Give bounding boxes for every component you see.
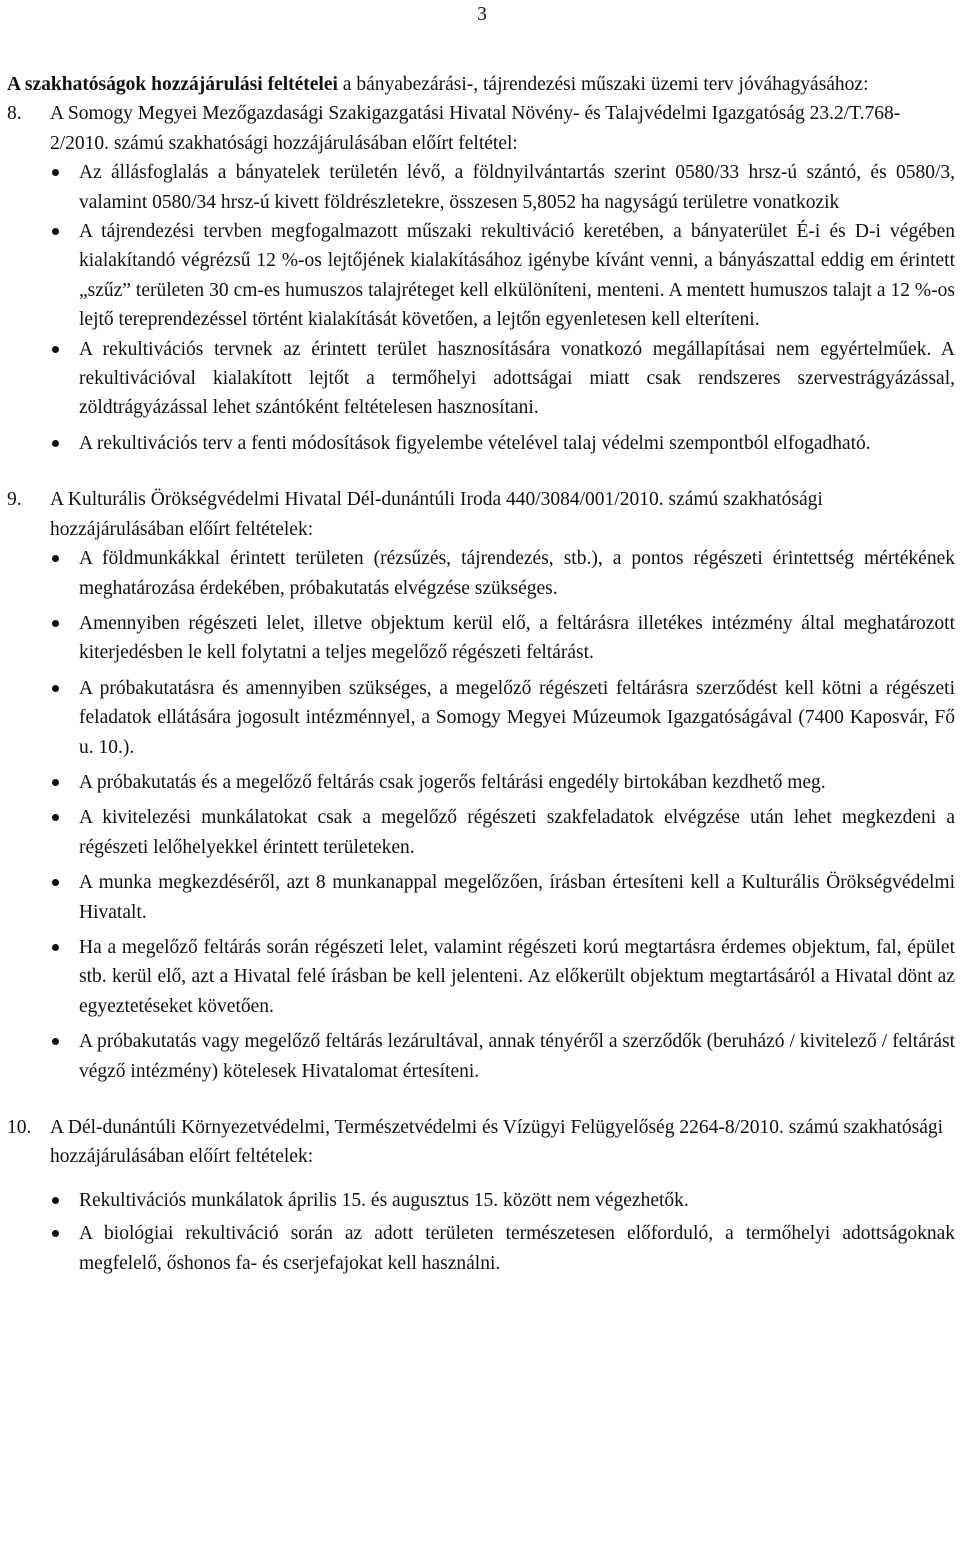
list-item: Rekultivációs munkálatok április 15. és augusztus 15. között nem végezhetők. [7, 1186, 955, 1215]
section-9-title: A Kulturális Örökségvédelmi Hivatal Dél-dunántúli Iroda 440/3084/001/2010. számú szakhatósági hozzájárulásában előírt feltételek: [50, 489, 823, 540]
bullet-icon [52, 169, 59, 176]
section-10-list [7, 1186, 955, 1278]
section-8-list [7, 158, 955, 458]
page-number: 3 [477, 4, 487, 25]
bullet-icon [52, 685, 59, 692]
list-item: A tájrendezési tervben megfogalmazott műszaki rekultiváció keretében, a bányaterület É-i és D-i végében kialakítandó végrézsű 12 %-os lejtőjének kialakításához igénybe kívánt venni, a bányászattal eddig em érintett „szűz” területen 30 cm-es humuszos talajréteget kell elkülöníteni, menteni. A mentett humuszos talajt a 12 %-os lejtő tereprendezéssel történt kialakítását követően, a lejtőn egyenletesen kell elteríteni. [7, 217, 955, 335]
document-body [7, 70, 955, 1278]
section-9-list [7, 544, 955, 1086]
section-10-heading [7, 1113, 955, 1172]
list-item: Amennyiben régészeti lelet, illetve objektum kerül elő, a feltárásra illetékes intézmény által meghatározott kiterjedésben le kell folytatni a teljes megelőző régészeti feltárást. [7, 609, 955, 668]
list-item: A kivitelezési munkálatokat csak a megelőző régészeti szakfeladatok elvégzése után lehet megkezdeni a régészeti lelőhelyekkel érintett területeken. [7, 803, 955, 862]
list-item: A munka megkezdéséről, azt 8 munkanappal megelőzően, írásban értesíteni kell a Kulturális Örökségvédelmi Hivatalt. [7, 868, 955, 927]
list-item: A próbakutatás vagy megelőző feltárás lezárultával, annak tényéről a szerződők (beruházó / kivitelező / feltárást végző intézmény) kötelesek Hivatalomat értesíteni. [7, 1027, 955, 1086]
list-item: A biológiai rekultiváció során az adott területen természetesen előforduló, a termőhelyi adottságoknak megfelelő, őshonos fa- és cserjefajokat kell használni. [7, 1219, 955, 1278]
bullet-icon [52, 346, 59, 353]
section-8-heading [7, 99, 955, 158]
list-item: A próbakutatásra és amennyiben szükséges, a megelőző régészeti feltárásra szerződést kell kötni a régészeti feladatok ellátására jogosult intézménnyel, a Somogy Megyei Múzeumok Igazgatóságával (7400 Kaposvár, Fő u. 10.). [7, 674, 955, 762]
section-10-title: A Dél-dunántúli Környezetvédelmi, Természetvédelmi és Vízügyi Felügyelőség 2264-8/2010. számú szakhatósági hozzájárulásában előírt feltételek: [50, 1117, 944, 1168]
bullet-icon [52, 620, 59, 627]
list-item: Az állásfoglalás a bányatelek területén lévő, a földnyilvántartás szerint 0580/33 hrsz-ú szántó, és 0580/3, valamint 0580/34 hrsz-ú kivett földrészletekre, összesen 5,8052 ha nagyságú területre vonatkozik [7, 158, 955, 217]
section-8-title: A Somogy Megyei Mezőgazdasági Szakigazgatási Hivatal Növény- és Talajvédelmi Igazgatóság 23.2/T.768-2/2010. számú szakhatósági hozzájárulásában előírt feltétel: [50, 103, 901, 154]
intro-bold: A szakhatóságok hozzájárulási feltételei [7, 74, 338, 95]
intro-rest: a bányabezárási-, tájrendezési műszaki üzemi terv jóváhagyásához: [337, 74, 869, 95]
bullet-icon [52, 228, 59, 235]
section-10-number: 10. [7, 1117, 32, 1138]
list-item: A rekultivációs terv a fenti módosítások figyelembe vételével talaj védelmi szempontból elfogadható. [7, 429, 955, 458]
bullet-icon [52, 555, 59, 562]
bullet-icon [52, 779, 59, 786]
section-9-number: 9. [7, 489, 22, 511]
list-item: Ha a megelőző feltárás során régészeti lelet, valamint régészeti korú megtartásra érdemes objektum, fal, épület stb. kerül elő, azt a Hivatal felé írásban be kell jelenteni. Az előkerült objektum megtartásáról a Hivatal dönt az egyeztetéseket követően. [7, 933, 955, 1021]
list-item: A próbakutatás és a megelőző feltárás csak jogerős feltárási engedély birtokában kezdhető meg. [7, 768, 955, 797]
bullet-icon [52, 1197, 59, 1204]
bullet-icon [52, 814, 59, 821]
bullet-icon [52, 1230, 59, 1237]
bullet-icon [52, 879, 59, 886]
bullet-icon [52, 944, 59, 951]
intro-paragraph [7, 70, 955, 99]
section-9-heading [7, 485, 955, 544]
bullet-icon [52, 1038, 59, 1045]
bullet-icon [52, 440, 59, 447]
list-item: A rekultivációs tervnek az érintett terület hasznosítására vonatkozó megállapításai nem egyértelműek. A rekultivációval kialakított lejtőt a termőhelyi adottságai miatt csak rendszeres szervestrágyázással, zöldtrágyázással lehet szántóként feltételesen hasznosítani. [7, 335, 955, 423]
section-8-number: 8. [7, 103, 22, 125]
list-item: A földmunkákkal érintett területen (rézsűzés, tájrendezés, stb.), a pontos régészeti érintettség mértékének meghatározása érdekében, próbakutatás elvégzése szükséges. [7, 544, 955, 603]
